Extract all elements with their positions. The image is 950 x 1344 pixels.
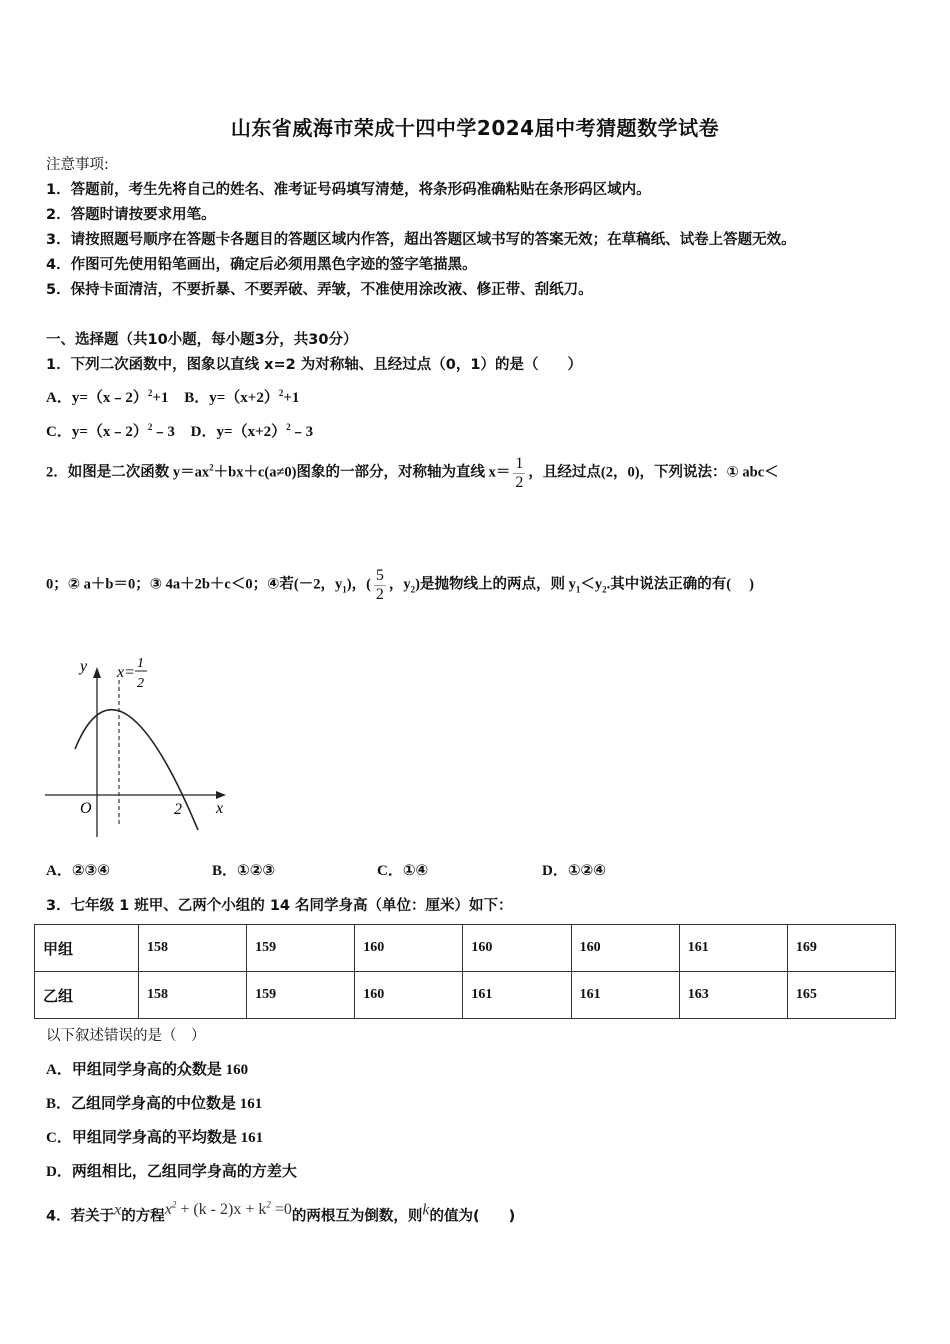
row-header: 乙组 bbox=[35, 972, 139, 1019]
table-cell: 165 bbox=[787, 972, 895, 1019]
table-cell: 160 bbox=[355, 972, 463, 1019]
table-row bbox=[35, 925, 896, 972]
axis-fraction: $\frac{1}{2}$ bbox=[515, 455, 524, 491]
q3-option-a[interactable]: A．甲组同学身高的众数是 160 bbox=[46, 1062, 249, 1078]
table-cell: 160 bbox=[571, 925, 679, 972]
x-axis-label: x bbox=[216, 800, 224, 817]
row-header: 甲组 bbox=[35, 925, 139, 972]
q1-options-row-2 bbox=[46, 420, 313, 441]
q1-stem: 1．下列二次函数中，图象以直线 x=2 为对称轴、且经过点（0，1）的是（ ） bbox=[46, 357, 582, 373]
q1-option-a[interactable]: A．y=（x﹣2）$^2$+1 bbox=[46, 388, 169, 406]
notice-heading: 注意事项: bbox=[46, 157, 109, 173]
q3-option-b[interactable]: B．乙组同学身高的中位数是 161 bbox=[46, 1096, 263, 1112]
table-cell: 158 bbox=[139, 972, 247, 1019]
table-cell: 158 bbox=[139, 925, 247, 972]
q3-question: 以下叙述错误的是（ ） bbox=[46, 1028, 206, 1044]
table-row bbox=[35, 972, 896, 1019]
table-cell: 163 bbox=[679, 972, 787, 1019]
notice-item-4: 4．作图可先使用铅笔画出，确定后必须用黑色字迹的签字笔描黑。 bbox=[46, 257, 477, 273]
heights-table bbox=[34, 924, 896, 1019]
table-cell: 169 bbox=[787, 925, 895, 972]
svg-text:2: 2 bbox=[137, 676, 144, 691]
q1-options-row-1 bbox=[46, 386, 299, 407]
q1-option-b[interactable]: B．$y=(x+2)^2+1$ bbox=[184, 388, 300, 406]
q1-option-d[interactable]: D．$y=(x+2)^2﹣3$ bbox=[190, 422, 314, 440]
q2-option-d[interactable]: D．①②④ bbox=[542, 863, 606, 879]
table-cell: 160 bbox=[355, 925, 463, 972]
y-axis-label: y bbox=[80, 658, 88, 675]
q1-option-c[interactable]: C．y=（x﹣2）$^2$﹣3 bbox=[46, 422, 175, 440]
point-fraction: $\frac{5}{2}$ bbox=[375, 567, 384, 603]
symmetry-axis-label: x= bbox=[117, 664, 135, 681]
q2-stem-line-1: 2．如图是二次函数 $y=ax^2+bx+c(a\ne 0)$图象的一部分，对称轴为直线 x＝ $\frac{1}{2}$ ，且经过点(2，0)，下列说法：① abc＜ bbox=[46, 455, 779, 491]
table-cell: 159 bbox=[247, 972, 355, 1019]
q2-option-c[interactable]: C．①④ bbox=[377, 863, 429, 879]
table-cell: 161 bbox=[463, 972, 571, 1019]
table-cell: 161 bbox=[571, 972, 679, 1019]
table-cell: 159 bbox=[247, 925, 355, 972]
section-heading: 一、选择题（共10小题，每小题3分，共30分） bbox=[46, 332, 358, 348]
svg-text:1: 1 bbox=[137, 656, 144, 671]
q3-stem: 3．七年级 1 班甲、乙两个小组的 14 名同学身高（单位：厘米）如下： bbox=[46, 898, 513, 914]
q3-option-c[interactable]: C．甲组同学身高的平均数是 161 bbox=[46, 1130, 264, 1146]
origin-label: O bbox=[80, 800, 92, 817]
notice-item-1: 1．答题前，考生先将自己的姓名、准考证号码填写清楚，将条形码准确粘贴在条形码区域内。 bbox=[46, 182, 651, 198]
q2-stem-line-2: 0；② a＋b＝0；③ 4a＋2b＋c＜0；④若(－2，$y_1$)，( $\frac{5}{2}$ ，$y_2$)是抛物线上的两点，则 $y_1<y_2$.其中说法正确的有( ) bbox=[46, 567, 755, 603]
page-title: 山东省威海市荣成十四中学2024届中考猜题数学试卷 bbox=[230, 116, 720, 140]
q3-option-d[interactable]: D．两组相比，乙组同学身高的方差大 bbox=[46, 1164, 297, 1180]
q2-option-b[interactable]: B．①②③ bbox=[212, 863, 276, 879]
root-label: 2 bbox=[174, 801, 182, 818]
parabola-figure bbox=[40, 645, 240, 845]
notice-item-5: 5．保持卡面清洁，不要折暴、不要弄破、弄皱，不准使用涂改液、修正带、刮纸刀。 bbox=[46, 282, 593, 298]
table-cell: 161 bbox=[679, 925, 787, 972]
q2-option-a[interactable]: A．②③④ bbox=[46, 863, 110, 879]
table-cell: 160 bbox=[463, 925, 571, 972]
notice-item-2: 2．答题时请按要求用笔。 bbox=[46, 207, 216, 223]
q4-stem: 4．若关于x的方程$x^2 + (k - 2)x + k^2 =0$的两根互为倒数，则k的值为( ) bbox=[46, 1200, 516, 1225]
notice-item-3: 3．请按照题号顺序在答题卡各题目的答题区域内作答，超出答题区域书写的答案无效；在草稿纸、试卷上答题无效。 bbox=[46, 232, 796, 248]
q4-equation: $x^2 + (k - 2)x + k^2 =0$ bbox=[164, 1200, 292, 1219]
